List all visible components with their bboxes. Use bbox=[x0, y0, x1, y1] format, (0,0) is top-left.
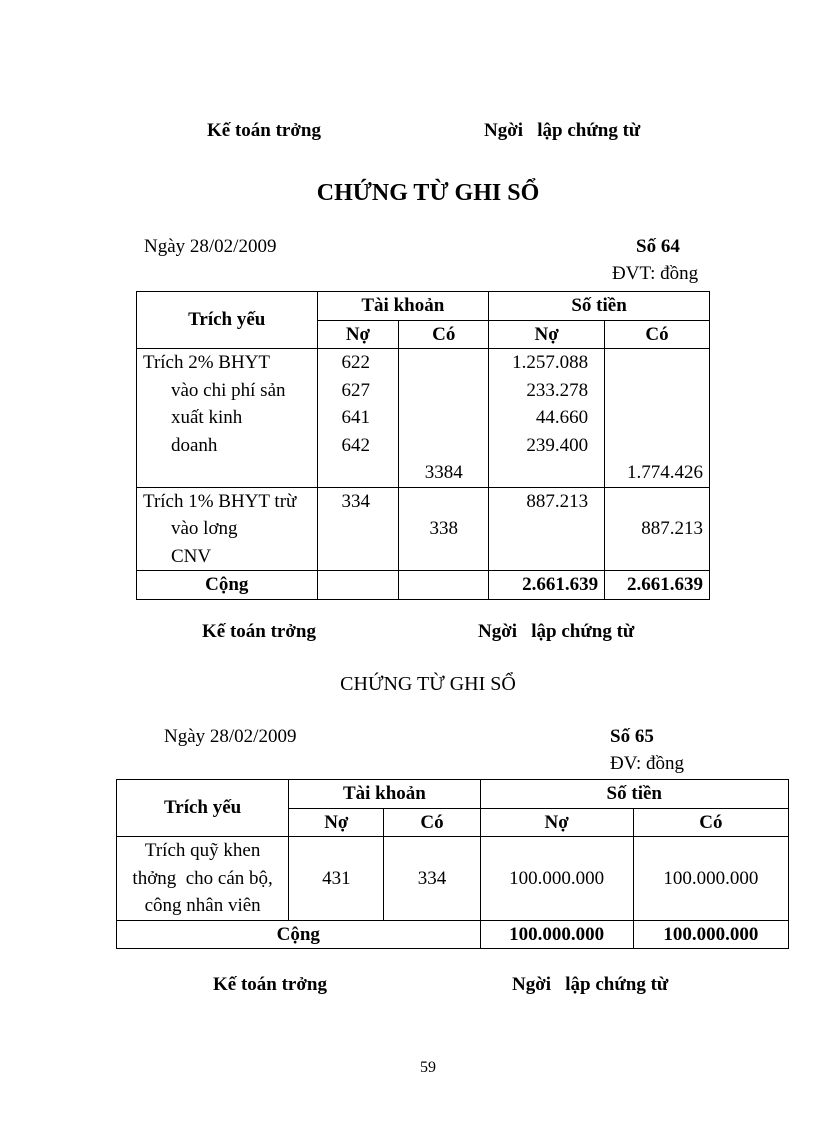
v2-row1-credit-amount: 100.000.000 bbox=[633, 837, 788, 921]
table-row bbox=[137, 487, 710, 571]
v1-row1-debit-accounts: 622 627 641 642 bbox=[317, 349, 399, 488]
page-number: 59 bbox=[420, 1059, 436, 1076]
signature-preparer-1: Ngời lập chứng từ bbox=[484, 120, 641, 141]
v2-total-debit: 100.000.000 bbox=[480, 920, 633, 949]
v2-header-desc: Trích yếu bbox=[117, 780, 289, 837]
table-total-row bbox=[137, 571, 710, 600]
v1-row2-credit-amounts: 887.213 bbox=[605, 487, 710, 571]
v1-header-amount: Số tiền bbox=[489, 292, 710, 321]
v2-header-account-debit: Nợ bbox=[289, 808, 384, 837]
table-total-row bbox=[117, 920, 789, 949]
v1-row1-debit-amounts: 1.257.088 233.278 44.660 239.400 bbox=[489, 349, 605, 488]
v1-total-label: Cộng bbox=[137, 571, 318, 600]
v1-row2-debit-amounts: 887.213 bbox=[489, 487, 605, 571]
v1-row2-desc: Trích 1% BHYT trừ vào lơng CNV bbox=[137, 487, 318, 571]
v2-row1-desc: Trích quỹ khen thởng cho cán bộ, công nhân viên bbox=[117, 837, 289, 921]
signature-chief-accountant-1: Kế toán trởng bbox=[207, 120, 321, 141]
v1-row1-desc: Trích 2% BHYT vào chi phí sản xuất kinh doanh bbox=[137, 349, 318, 488]
table-row bbox=[117, 837, 789, 921]
voucher2-number: Số 65 bbox=[610, 726, 654, 747]
v1-row2-debit-accounts: 334 bbox=[317, 487, 399, 571]
voucher1-title: CHỨNG TỪ GHI SỔ bbox=[316, 180, 540, 206]
v2-total-credit: 100.000.000 bbox=[633, 920, 788, 949]
v2-header-account: Tài khoản bbox=[289, 780, 480, 809]
table-row bbox=[137, 349, 710, 488]
v2-header-account-credit: Có bbox=[384, 808, 480, 837]
v1-row1-credit-amounts: 1.774.426 bbox=[605, 349, 710, 488]
v2-row1-debit-account: 431 bbox=[289, 837, 384, 921]
v1-header-account-debit: Nợ bbox=[317, 320, 399, 349]
v1-row1-credit-accounts: 3384 bbox=[399, 349, 489, 488]
v2-row1-credit-account: 334 bbox=[384, 837, 480, 921]
v2-header-amount-debit: Nợ bbox=[480, 808, 633, 837]
v1-header-amount-debit: Nợ bbox=[489, 320, 605, 349]
v2-row1-debit-amount: 100.000.000 bbox=[480, 837, 633, 921]
v1-total-credit: 2.661.639 bbox=[605, 571, 710, 600]
v1-header-desc: Trích yếu bbox=[137, 292, 318, 349]
voucher2-table bbox=[116, 779, 789, 949]
signature-preparer-3: Ngời lập chứng từ bbox=[512, 974, 669, 995]
signature-chief-accountant-3: Kế toán trởng bbox=[213, 974, 327, 995]
voucher2-date: Ngày 28/02/2009 bbox=[164, 726, 297, 747]
v1-header-amount-credit: Có bbox=[605, 320, 710, 349]
voucher1-date: Ngày 28/02/2009 bbox=[144, 236, 277, 257]
voucher1-table bbox=[136, 291, 710, 600]
v1-header-account: Tài khoản bbox=[317, 292, 489, 321]
v2-header-amount: Số tiền bbox=[480, 780, 788, 809]
v2-header-amount-credit: Có bbox=[633, 808, 788, 837]
voucher1-number: Số 64 bbox=[636, 236, 680, 257]
voucher2-title: CHỨNG TỪ GHI SỔ bbox=[340, 673, 516, 695]
v1-row2-credit-accounts: 338 bbox=[399, 487, 489, 571]
signature-preparer-2: Ngời lập chứng từ bbox=[478, 621, 635, 642]
v2-total-label: Cộng bbox=[117, 920, 481, 949]
signature-chief-accountant-2: Kế toán trởng bbox=[202, 621, 316, 642]
voucher2-unit: ĐV: đồng bbox=[610, 753, 685, 774]
v1-total-debit: 2.661.639 bbox=[489, 571, 605, 600]
voucher1-unit: ĐVT: đồng bbox=[612, 263, 699, 284]
v1-header-account-credit: Có bbox=[399, 320, 489, 349]
